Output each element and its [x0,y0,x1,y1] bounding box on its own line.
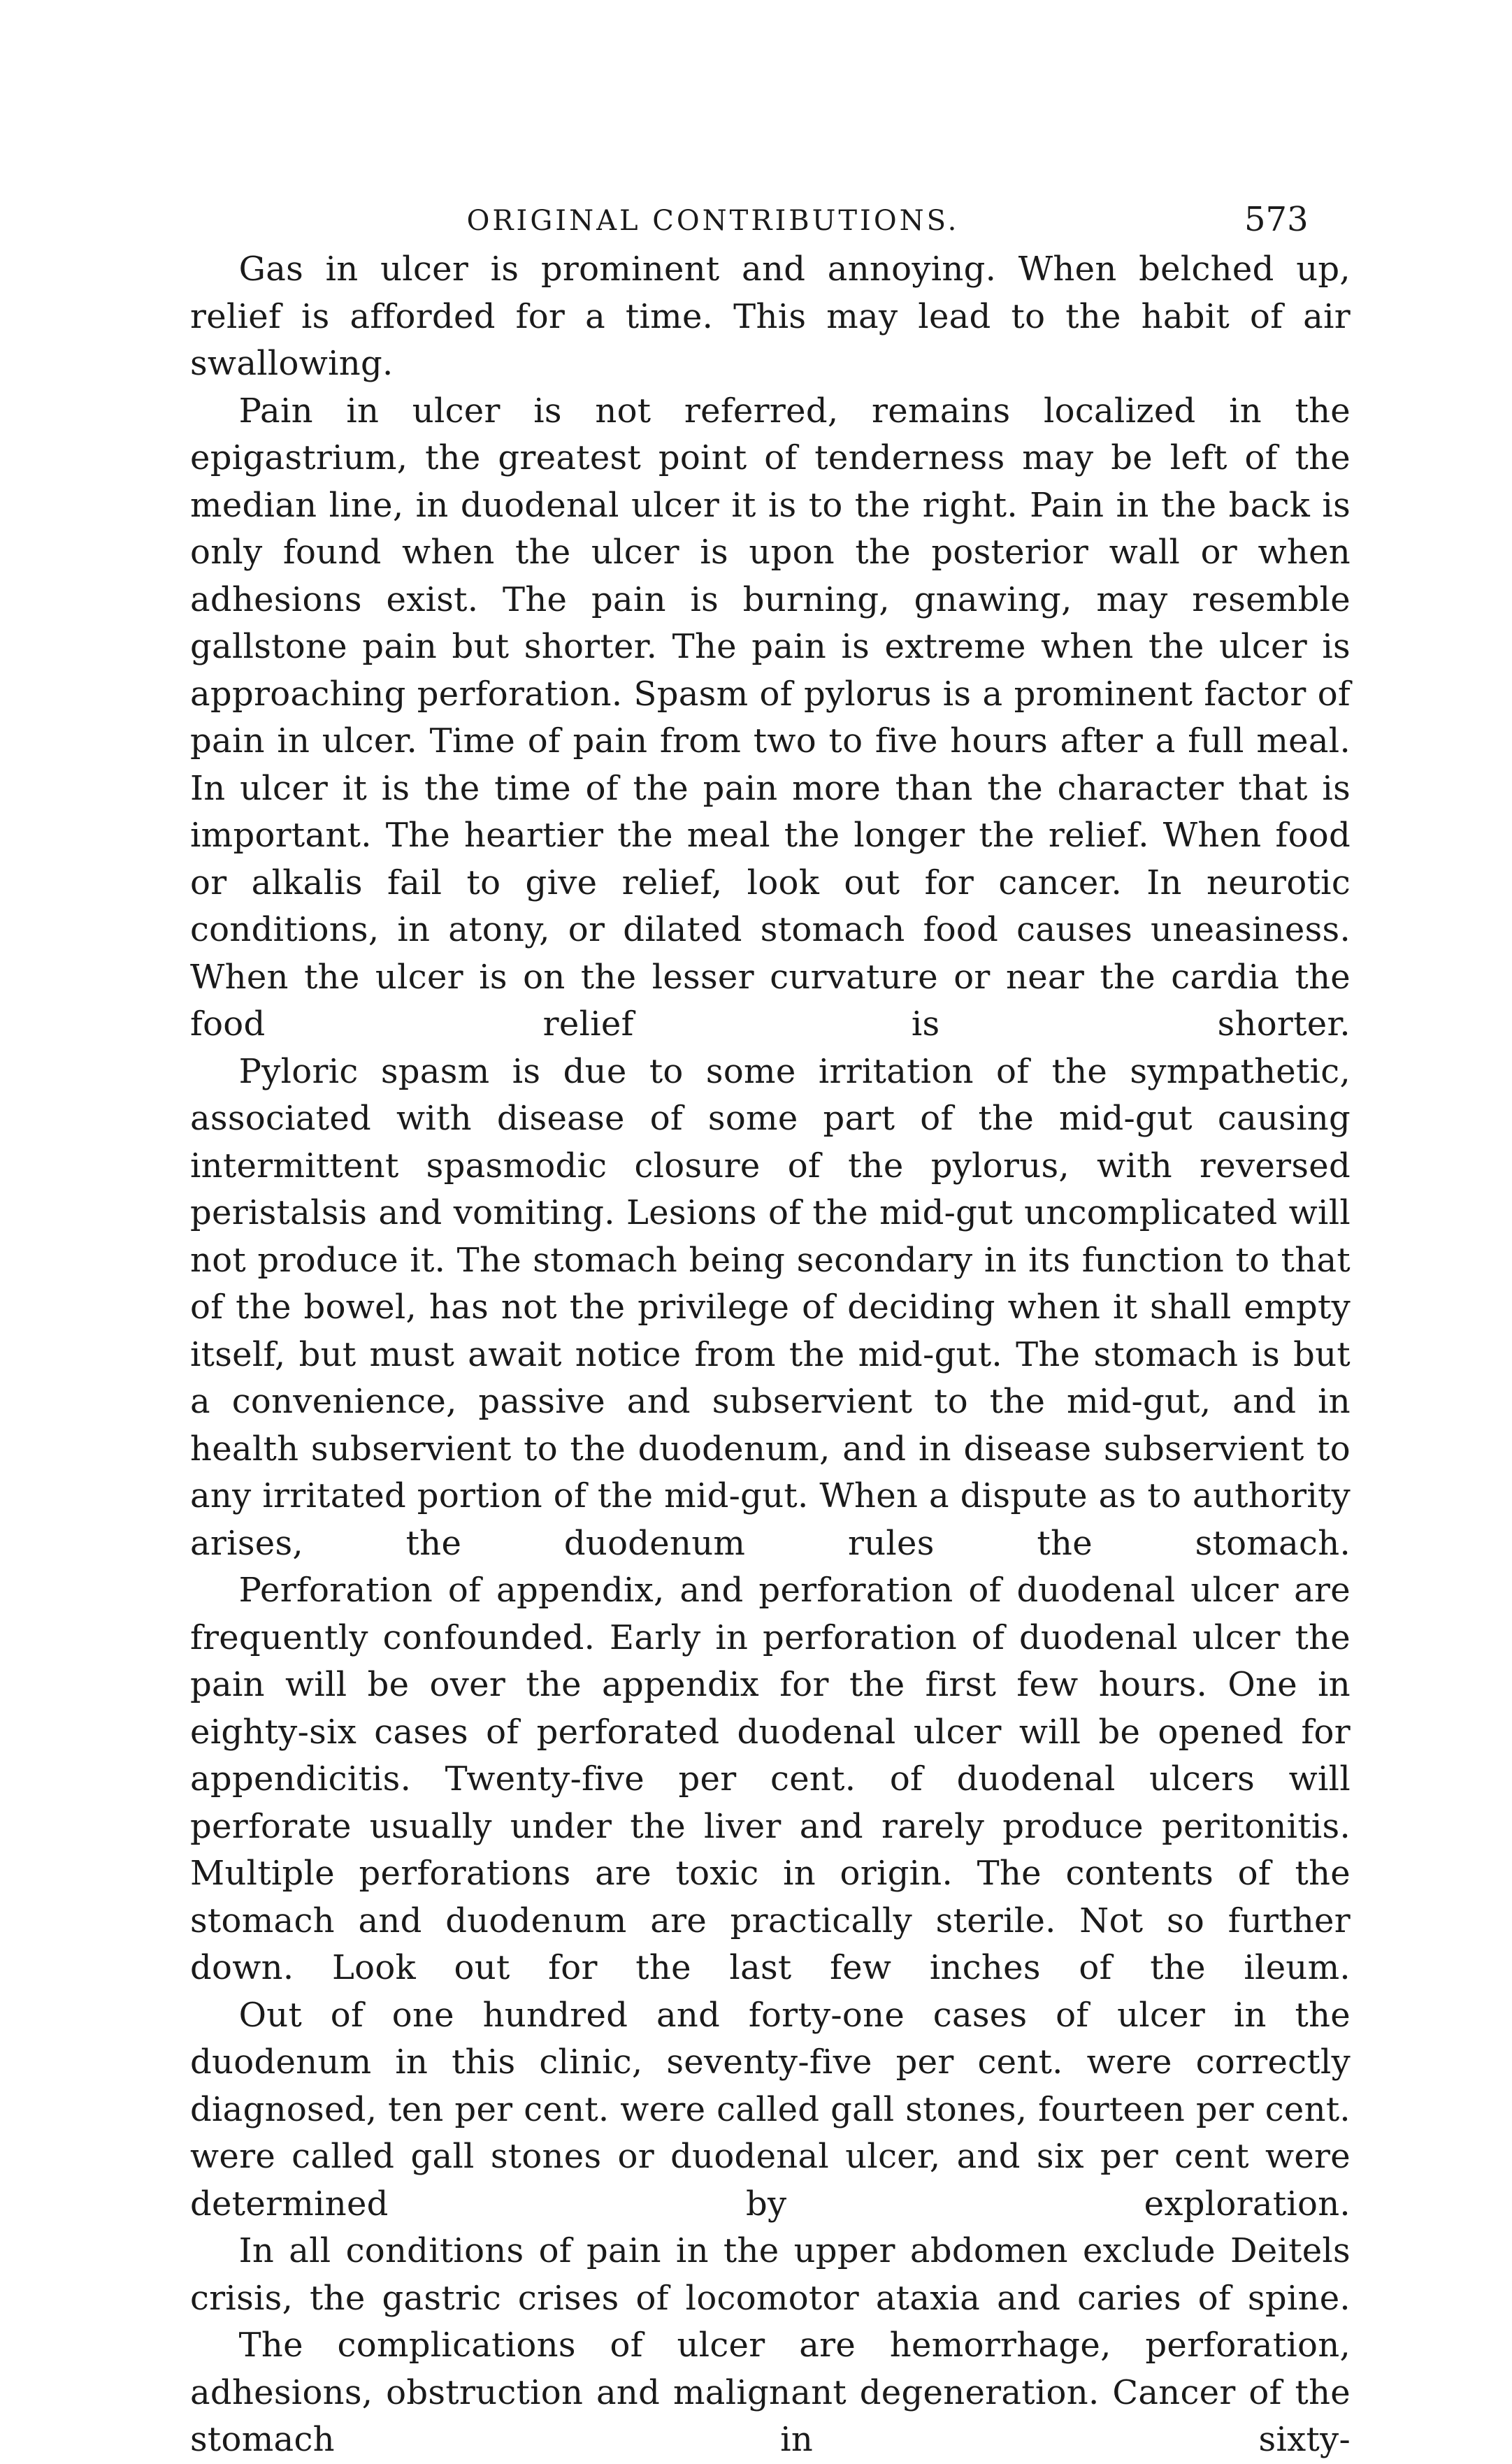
paragraph-upper-abdomen: In all conditions of pain in the upper abdomen exclude Deitels crisis, the gastric crises of locomotor ataxia and caries of spine. [190,2231,1351,2318]
running-head: ORIGINAL CONTRIBUTIONS. [466,205,960,237]
paragraph-pain: Pain in ulcer is not referred, remains localized in the epigastrium, the greatest point of tenderness may be left of the median line, in duodenal ulcer it is to the right. Pain in the back is only found when the ulcer is upon the posterior wall or when adhesions exist. The pain is burning, gnawing, may resemble gallstone pain but shorter. The pain is extreme when the ulcer is approaching perforation. Spasm of pylorus is a prominent factor of pain in ulcer. Time of pain from two to five hours after a full meal. In ulcer it is the time of the pain more than the character that is important. The heartier the meal the longer the relief. When food or alkalis fail to give relief, look out for cancer. In neurotic conditions, in atony, or dilated stomach food causes uneasiness. When the ulcer is on the lesser curvature or near the cardia the food relief is shorter. [190,391,1351,1044]
body-text [190,246,1351,2464]
paragraph-pyloric-spasm: Pyloric spasm is due to some irritation of the sympathetic, associated with disease of some part of the mid-gut causing intermittent spasmodic closure of the pylorus, with reversed peristalsis and vomiting. Lesions of the mid-gut uncomplicated will not produce it. The stomach being secondary in its function to that of the bowel, has not the privilege of deciding when it shall empty itself, but must await notice from the mid-gut. The stomach is but a convenience, passive and subservient to the mid-gut, and in health subservient to the duodenum, and in disease subservient to any irritated portion of the mid-gut. When a dispute as to authority arises, the duodenum rules the stomach. [190,1051,1351,1563]
page-number: 573 [1244,200,1309,239]
paragraph-perforation: Perforation of appendix, and perforation of duodenal ulcer are frequently confounded. Early in perforation of duodenal ulcer the pain will be over the appendix for the first few hours. One in eighty-six cases of perforated duodenal ulcer will be opened for appendicitis. Twenty-five per cent. of duodenal ulcers will perforate usually under the liver and rarely produce peritonitis. Multiple perforations are toxic in origin. The contents of the stomach and duodenum are practically sterile. Not so further down. Look out for the last few inches of the ileum. [190,1571,1351,1987]
paragraph-clinic-cases: Out of one hundred and forty-one cases of ulcer in the duodenum in this clinic, seventy-five per cent. were correctly diagnosed, ten per cent. were called gall stones, fourteen per cent. were called gall stones or duodenal ulcer, and six per cent were determined by exploration. [190,1995,1351,2224]
paragraph-complications: The complications of ulcer are hemorrhage, perforation, adhesions, obstruction and malignant degeneration. Cancer of the stomach in sixty- [190,2326,1351,2459]
paragraph-gas: Gas in ulcer is prominent and annoying. When belched up, relief is afforded for a time. This may lead to the habit of air swallowing. [190,250,1351,383]
